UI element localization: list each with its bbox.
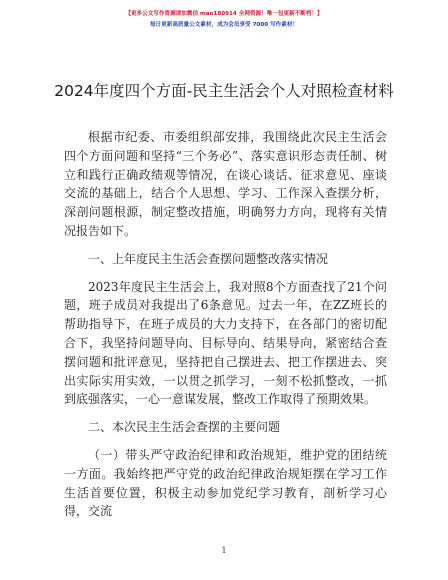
intro-paragraph: 根据市纪委、市委组织部安排，我围绕此次民主生活会四个方面问题和坚持“三个务必”、落实意识形态责任制、树立和践行正确政绩观等情况，在谈心谈话、征求意见、座谈交流的基础上，结合个人思想、学习、工作深入查摆分析，深剖问题根源，制定整改措施，明确努力方向，现将有关情况报告如下。 — [64, 130, 387, 238]
promo-banner-line-1: 【更多公文写作资源请加微信 mao180914 全网资源！唯一包更新不断档！】 — [125, 11, 323, 17]
paragraph-gap — [64, 437, 387, 446]
paragraph-gap — [64, 409, 387, 418]
section-2-paragraph: （一）带头严守政治纪律和政治规矩，维护党的团结统一方面。我始终把严守党的政治纪律政治规矩摆在学习工作生活首要位置，积极主动参加党纪学习教育，剖析学习心得，交流 — [64, 447, 387, 519]
document-title: 2024年度四个方面-民主生活会个人对照检查材料 — [54, 82, 394, 100]
document-body — [64, 128, 387, 521]
section-2-heading: 二、本次民主生活会查摆的主要问题 — [88, 420, 281, 435]
page-number: 1 — [221, 546, 227, 555]
section-1-heading: 一、上年度民主生活会查摆问题整改落实情况 — [88, 251, 329, 266]
section-1-paragraph: 2023年度民主生活会上，我对照8个方面查找了21个问题，班子成员对我提出了6条意见。过去一年，在ZZ班长的帮助指导下，在班子成员的大力支持下，在各部门的密切配合下，我坚持问题导向、目标导向、结果导向，紧密结合查摆问题和批评意见，坚持把自己摆进去、把工作摆进去、突出实际实用实效，一以贯之抓学习，一刻不松抓整改，一抓到底强落实，一心一意谋发展，整改工作取得了预期效果。 — [64, 279, 387, 407]
paragraph-gap — [64, 241, 387, 250]
paragraph-gap — [64, 269, 387, 278]
promo-banner-line-2: 每日更新高质量公文素材，成为会员享受 7000 写作素材！ — [149, 22, 299, 28]
